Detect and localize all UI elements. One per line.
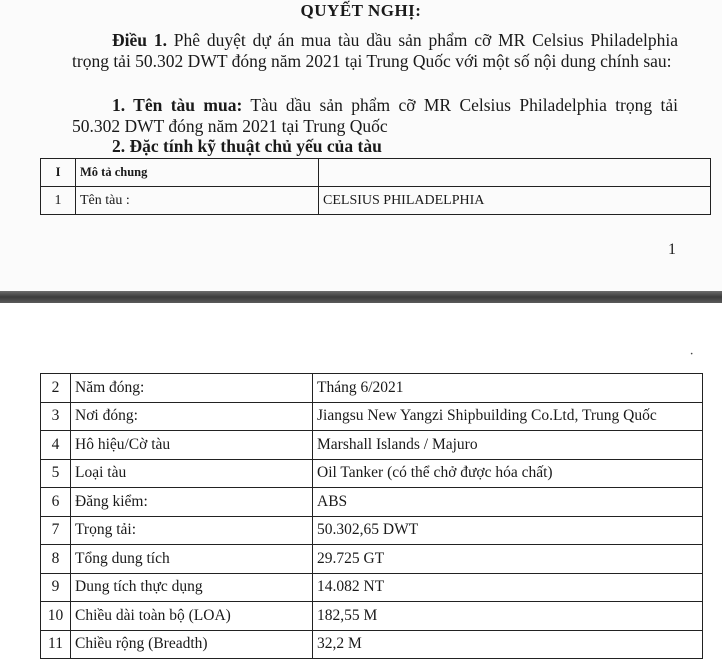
row-value: 32,2 M — [313, 630, 703, 659]
row-label: Hô hiệu/Cờ tàu — [71, 431, 313, 460]
table-row — [41, 602, 703, 631]
row-label: Tổng dung tích — [71, 545, 313, 574]
row-value: 50.302,65 DWT — [313, 516, 703, 545]
table-row — [41, 187, 711, 215]
row-label: Dung tích thực dụng — [71, 573, 313, 602]
spec-table-page-2 — [40, 373, 703, 659]
row-label: Mô tả chung — [76, 159, 319, 187]
row-label: Loại tàu — [71, 459, 313, 488]
row-number: 6 — [41, 488, 71, 517]
row-number: 2 — [41, 374, 71, 403]
row-number: 4 — [41, 431, 71, 460]
scan-speck: · — [686, 346, 698, 363]
row-label: Tên tàu : — [76, 187, 319, 215]
row-value: Tháng 6/2021 — [313, 374, 703, 403]
row-value: 29.725 GT — [313, 545, 703, 574]
page-number: 1 — [668, 241, 676, 258]
row-value: 182,55 M — [313, 602, 703, 631]
table-row — [41, 545, 703, 574]
article-1-label: Điều 1. — [112, 30, 167, 50]
table-row — [41, 630, 703, 659]
row-label: Chiều dài toàn bộ (LOA) — [71, 602, 313, 631]
resolution-heading: QUYẾT NGHỊ: — [300, 1, 422, 20]
row-label: Chiều rộng (Breadth) — [71, 630, 313, 659]
document-page-2 — [0, 303, 722, 666]
technical-specs-heading: 2. Đặc tính kỹ thuật chủ yếu của tàu — [112, 136, 382, 156]
table-row — [41, 516, 703, 545]
table-row — [41, 459, 703, 488]
row-number: 7 — [41, 516, 71, 545]
row-value: CELSIUS PHILADELPHIA — [319, 187, 711, 215]
table-row — [41, 431, 703, 460]
row-label: Năm đóng: — [71, 374, 313, 403]
row-number: 11 — [41, 630, 71, 659]
document-page-1 — [0, 0, 722, 291]
page-separator — [0, 291, 722, 303]
table-row — [41, 402, 703, 431]
row-value: 14.082 NT — [313, 573, 703, 602]
row-value: Oil Tanker (có thể chở được hóa chất) — [313, 459, 703, 488]
table-row — [41, 488, 703, 517]
ship-name-text: Tàu dầu sản phẩm cỡ MR Celsius Philadelphia trọng tải 50.302 DWT đóng năm 2021 tại Trung Quốc — [72, 95, 678, 136]
article-1-text: Phê duyệt dự án mua tàu dầu sản phẩm cỡ MR Celsius Philadelphia trọng tải 50.302 DWT đóng năm 2021 tại Trung Quốc với một số nội dung chính sau: — [72, 30, 679, 71]
row-number: 1 — [41, 187, 76, 215]
row-value: Marshall Islands / Majuro — [313, 431, 703, 460]
row-number: 5 — [41, 459, 71, 488]
row-value: Jiangsu New Yangzi Shipbuilding Co.Ltd, Trung Quốc — [313, 402, 703, 431]
spec-table-page-1 — [40, 158, 711, 215]
row-label: Nơi đóng: — [71, 402, 313, 431]
row-label: Trọng tải: — [71, 516, 313, 545]
table-row — [41, 573, 703, 602]
row-number: 10 — [41, 602, 71, 631]
ship-name-label: 1. Tên tàu mua: — [112, 95, 243, 115]
row-number: 3 — [41, 402, 71, 431]
row-number: I — [41, 159, 76, 187]
row-number: 8 — [41, 545, 71, 574]
article-1-paragraph — [72, 30, 678, 72]
row-number: 9 — [41, 573, 71, 602]
row-label: Đăng kiểm: — [71, 488, 313, 517]
ship-name-paragraph — [72, 95, 678, 137]
table-row — [41, 374, 703, 403]
row-value: ABS — [313, 488, 703, 517]
row-value — [319, 159, 711, 187]
table-row — [41, 159, 711, 187]
